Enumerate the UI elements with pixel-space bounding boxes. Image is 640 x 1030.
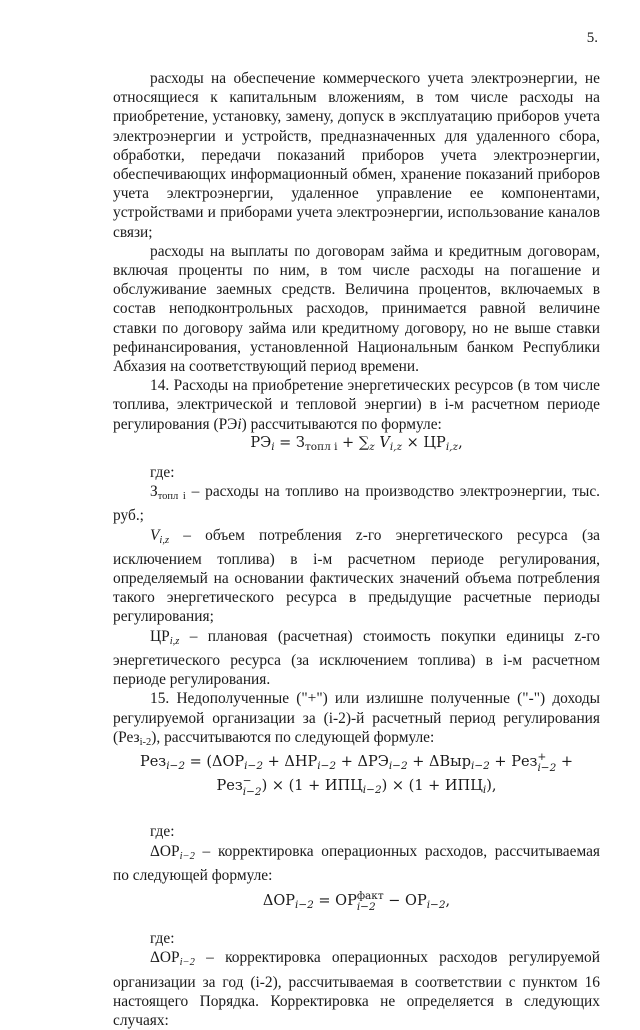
definition-price: $ЦР_{i,z}$ – плановая (расчетная) стоимость покупки единицы z-го энергетического ресурса (за исключением топлива) в i-м расчетном периоде регулирования. xyxy=(113,627,600,689)
definition-fuel: $З_{топл i}$ – расходы на топливо на производство электроэнергии, тыс. руб.; xyxy=(113,483,600,525)
document-body xyxy=(113,69,600,1030)
where-label: где: xyxy=(150,930,175,948)
page-number: 5. xyxy=(586,30,598,46)
where-label: где: xyxy=(150,823,175,841)
paragraph-14: 14. Расходы на приобретение энергетических ресурсов (в том числе топлива, электрической и тепловой энергии) в i-м расчетном периоде регулирования (РЭi) рассчитываются по формуле: xyxy=(113,377,600,433)
paragraph-commercial-metering: расходы на обеспечение коммерческого учета электроэнергии, не относящиеся к капитальным вложениям, в том числе расходы на приобретение, установку, замену, допуск в эксплуатацию приборов учета электроэнергии и устройств, предназначенных для удаленного сбора, обработки, передачи показаний приборов учета электроэнергии, обеспечивающих информационный обмен, хранение показаний приборов учета электроэнергии, удаленное управление ее компонентами, устройствами и приборами учета электроэнергии, использование каналов связи; xyxy=(113,70,600,241)
definition-delta-opex: $\Delta ОР_{i-2}$ – корректировка операционных расходов, рассчитываемая по следующей формуле: xyxy=(113,842,600,884)
formula-energy-resources: $РЭ_i = З_{топл i} + \sum_z$ $V_{i,z} \times ЦР_{i,z}$, xyxy=(250,434,463,453)
paragraph-15: 15. Недополученные ("+") или излишне полученные ("-") доходы регулируемой организации за (i-2)-й расчетный период регулирования (Рез$_{i-2}$), рассчитываются по следующей формуле: xyxy=(113,690,600,748)
definition-delta-opex-correction: $\Delta ОР_{i-2}$ – корректировка операционных расходов регулируемой организации за год (i-2), рассчитываемая в соответствии с пунктом 16 настоящего Порядка. Корректировка не определяется в следующих случаях: xyxy=(113,949,600,1029)
where-label: где: xyxy=(150,464,175,482)
formula-delta-opex: $\Delta ОР_{i-2}$ = ОРфакт $i-2 - ОР_{i-2}$, xyxy=(262,889,451,913)
formula-result-line-1: $Рез_{i-2} = (\Delta ОР_{i-2} + \Delta НР_{i-2} + \Delta РЭ_{i-2} + \Delta Выр_{i-2} + Рез+$ i−2 + xyxy=(139,750,574,774)
definition-volume: $V_{i,z}$ – объем потребления z-го энергетического ресурса (за исключением топлива) в i-м расчетном периоде регулирования, определяемый на основании фактических значений объема потребления такого энергетического ресурса в предыдущие расчетные периоды регулирования; xyxy=(113,526,600,626)
formula-result-line-2: Рез− $i-2) \times (1 + ИПЦ_{i-2}) \times (1 + ИПЦ_i)$, xyxy=(216,775,497,799)
paragraph-loan-payments: расходы на выплаты по договорам займа и кредитным договорам, включая проценты по ним, в том числе расходы на погашение и обслуживание заемных средств. Величина процентов, включаемых в состав неподконтрольных расходов, принимается равной величине ставки по договору займа или кредитному договору, но не выше ставки рефинансирования, установленной Национальным банком Республики Абхазия на соответствующий период времени. xyxy=(113,242,600,376)
